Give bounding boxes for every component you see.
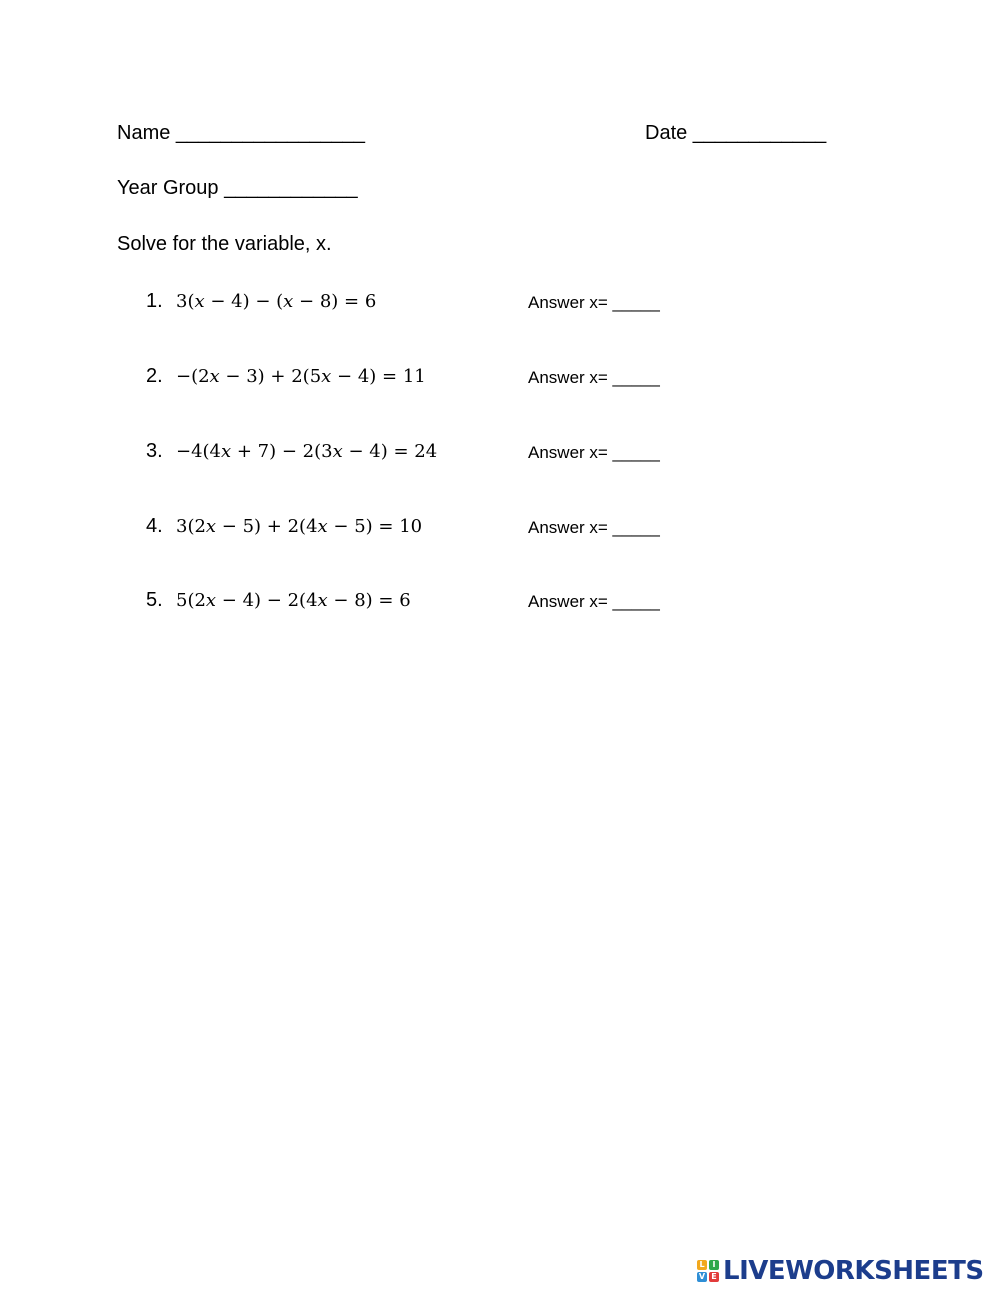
problem-number: 5.: [146, 589, 163, 611]
problem-number: 1.: [146, 290, 163, 312]
problem-item: [0, 514, 1000, 544]
problem-equation: −(2𝑥 − 3) + 2(5𝑥 − 4) = 11: [176, 366, 426, 387]
problem-equation: −4(4𝑥 + 7) − 2(3𝑥 − 4) = 24: [176, 441, 438, 462]
answer-field[interactable]: Answer x= _____: [528, 293, 660, 312]
problem-item: [0, 364, 1000, 394]
problem-item: [0, 289, 1000, 319]
name-field[interactable]: Name _________________: [117, 122, 365, 144]
problem-number: 4.: [146, 515, 163, 537]
problem-equation: 3(𝑥 − 4) − (𝑥 − 8) = 6: [176, 291, 377, 312]
problem-equation: 3(2𝑥 − 5) + 2(4𝑥 − 5) = 10: [176, 516, 423, 537]
instructions: Solve for the variable, x.: [117, 233, 332, 255]
date-field[interactable]: Date ____________: [645, 122, 827, 144]
problem-number: 3.: [146, 440, 163, 462]
year-group-field[interactable]: Year Group ____________: [117, 177, 358, 199]
logo-mark-tile: E: [709, 1272, 719, 1282]
answer-field[interactable]: Answer x= _____: [528, 443, 660, 462]
answer-field[interactable]: Answer x= _____: [528, 518, 660, 537]
liveworksheets-logo: [697, 1253, 984, 1289]
logo-mark-tile: I: [709, 1260, 719, 1270]
logo-mark-tile: L: [697, 1260, 707, 1270]
logo-mark-icon: [697, 1260, 719, 1282]
problem-number: 2.: [146, 365, 163, 387]
answer-field[interactable]: Answer x= _____: [528, 368, 660, 387]
problem-item: [0, 439, 1000, 469]
logo-text: LIVEWORKSHEETS: [723, 1256, 984, 1286]
answer-field[interactable]: Answer x= _____: [528, 592, 660, 611]
problem-item: [0, 588, 1000, 618]
problem-equation: 5(2𝑥 − 4) − 2(4𝑥 − 8) = 6: [176, 590, 411, 611]
logo-mark-tile: V: [698, 1272, 706, 1281]
